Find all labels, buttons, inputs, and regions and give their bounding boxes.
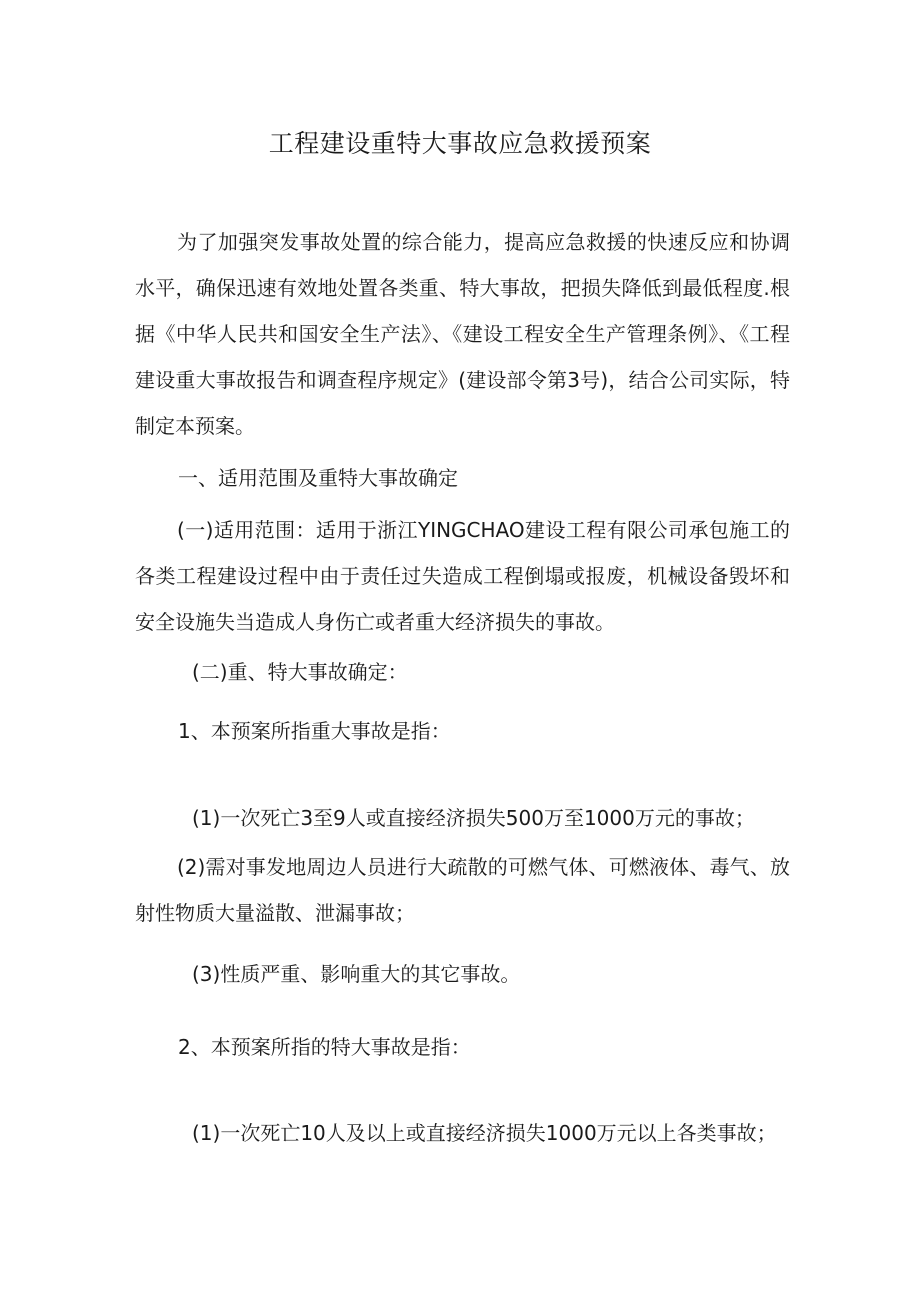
major-item-2: (2)需对事发地周边人员进行大疏散的可燃气体、可燃液体、毒气、放射性物质大量溢散、泄漏事故； — [135, 855, 790, 925]
intro-paragraph: 为了加强突发事故处置的综合能力，提高应急救援的快速反应和协调水平，确保迅速有效地处置各类重、特大事故，把损失降低到最低程度.根据《中华人民共和国安全生产法》、《建设工程安全生产管理条例》、《工程建设重大事故报告和调查程序规定》(建设部令第3号)，结合公司实际，特制定本预案。 — [135, 230, 790, 438]
scope-paragraph: (一)适用范围：适用于浙江YINGCHAO建设工程有限公司承包施工的各类工程建设过程中由于责任过失造成工程倒塌或报废，机械设备毁坏和安全设施失当造成人身伤亡或者重大经济损失的事故。 — [135, 518, 790, 634]
major-accident-heading: 1、本预案所指重大事故是指： — [178, 719, 451, 743]
determination-heading: (二)重、特大事故确定： — [192, 660, 408, 684]
major-item-1: (1)一次死亡3至9人或直接经济损失500万至1000万元的事故； — [192, 806, 755, 830]
special-accident-heading: 2、本预案所指的特大事故是指： — [178, 1035, 471, 1059]
section1-heading: 一、适用范围及重特大事故确定 — [178, 466, 458, 490]
document-title: 工程建设重特大事故应急救援预案 — [268, 129, 652, 158]
special-item-1: (1)一次死亡10人及以上或直接经济损失1000万元以上各类事故； — [192, 1121, 777, 1145]
major-item-3: (3)性质严重、影响重大的其它事故。 — [192, 962, 521, 986]
